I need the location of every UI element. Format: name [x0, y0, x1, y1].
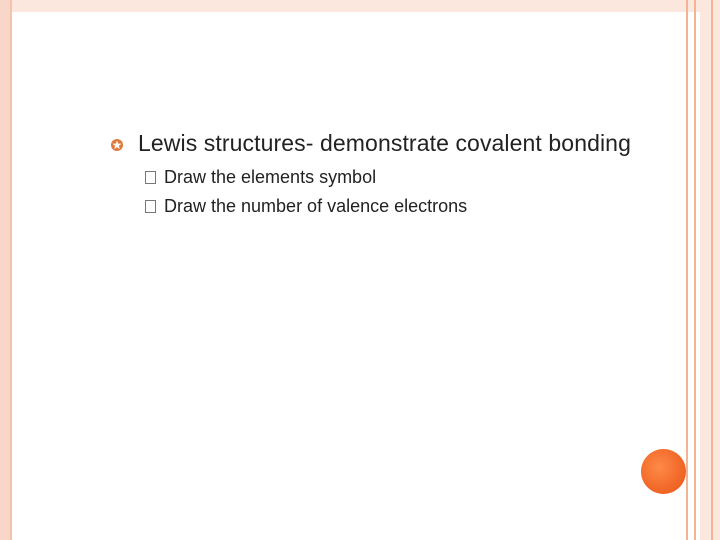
sub-bullet-item	[145, 196, 467, 217]
frame-right-line	[694, 0, 696, 540]
main-bullet-text: Lewis structures- demonstrate covalent bonding	[138, 130, 631, 156]
decorative-circle	[641, 449, 686, 494]
frame-top-border	[0, 0, 720, 12]
frame-left-border	[0, 0, 10, 540]
star-bullet-icon	[110, 138, 124, 152]
frame-left-line	[10, 0, 12, 540]
sub-bullet-text: Draw the number of valence electrons	[164, 196, 468, 216]
frame-right-line	[686, 0, 688, 540]
square-bullet-icon	[145, 171, 156, 184]
square-bullet-icon	[145, 200, 156, 213]
frame-right-border	[700, 0, 720, 540]
sub-bullet-item	[145, 167, 376, 188]
frame-right-line	[711, 0, 713, 540]
sub-bullet-text: Draw the elements symbol	[164, 167, 377, 187]
